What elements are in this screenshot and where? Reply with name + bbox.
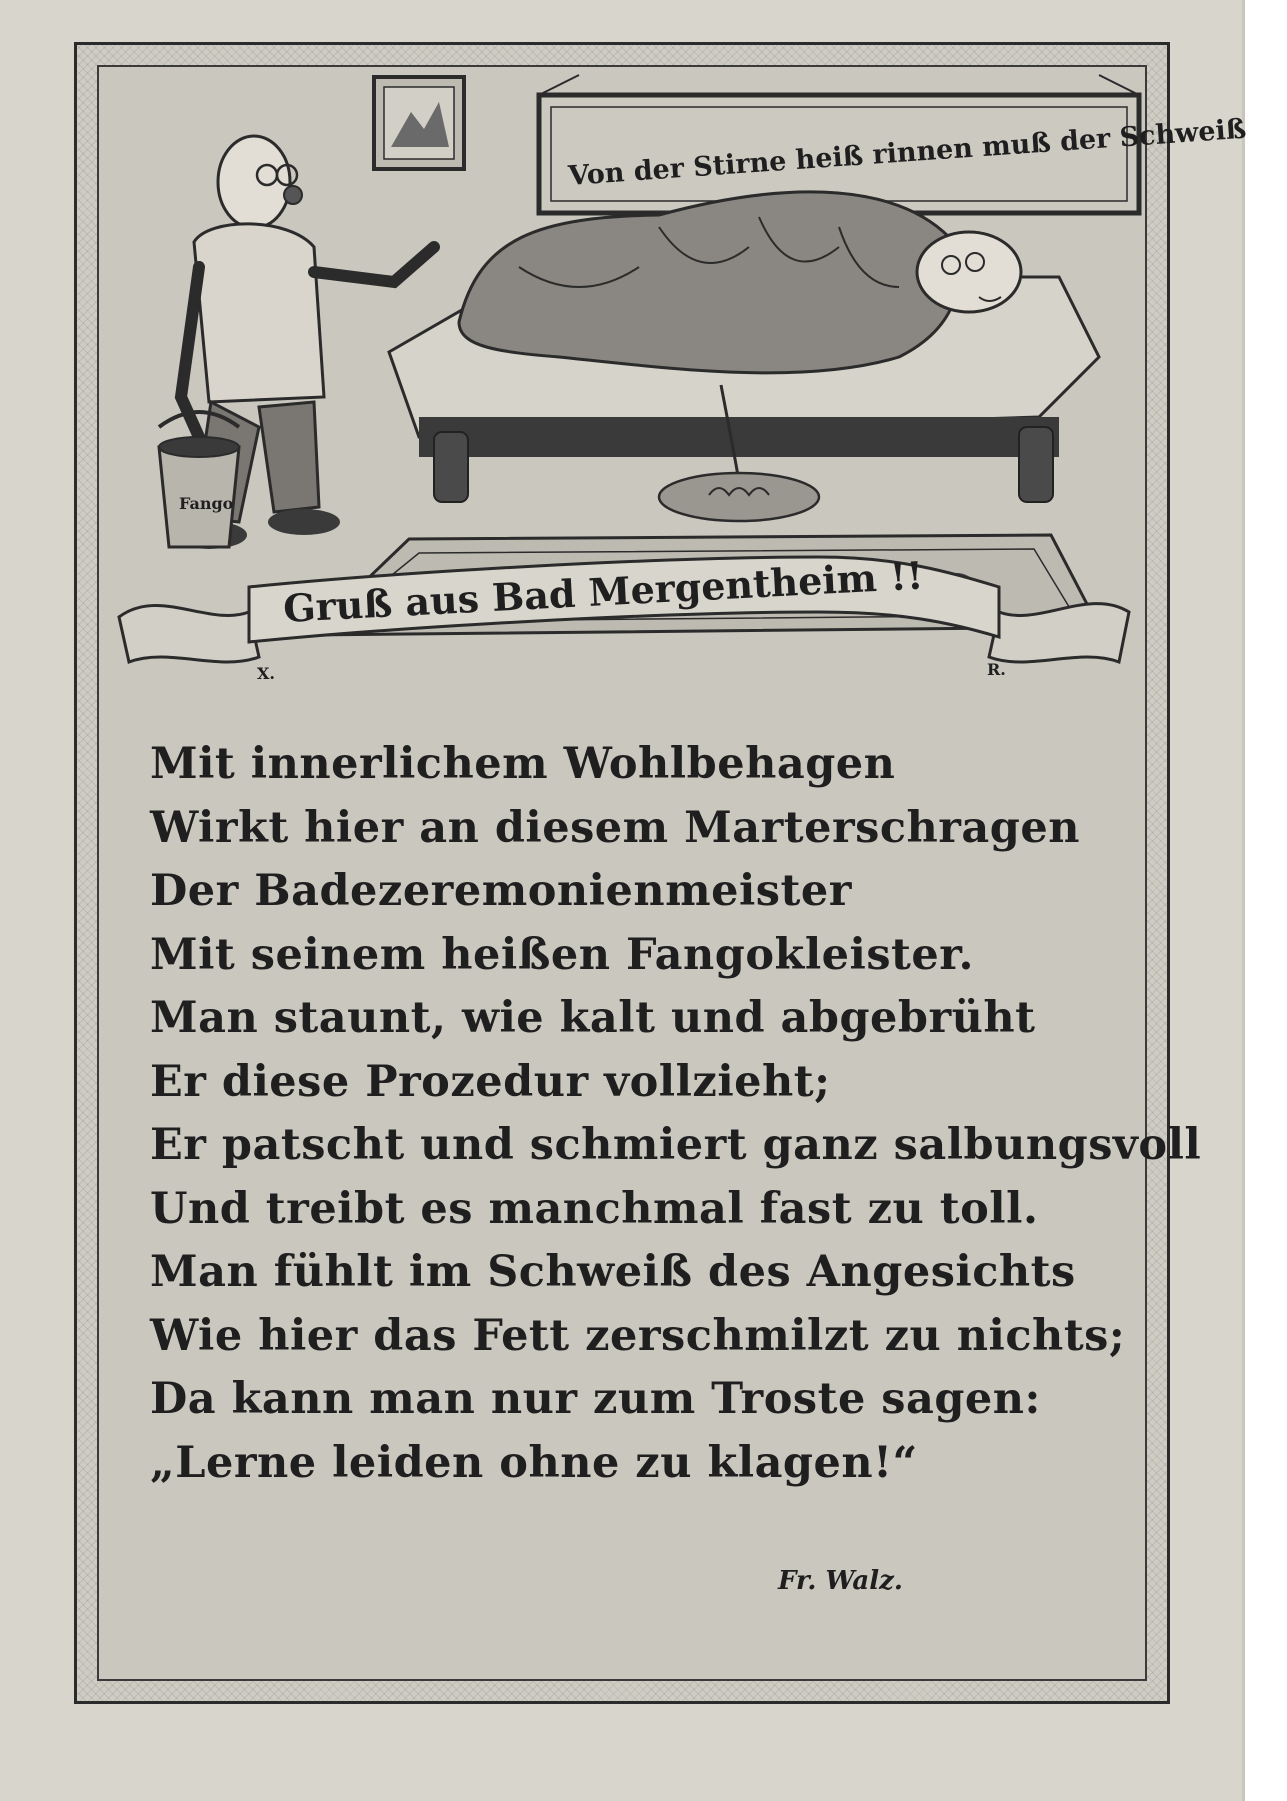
poem-line: Man fühlt im Schweiß des Angesichts — [150, 1247, 1076, 1297]
author-signature: Fr. Walz. — [778, 1566, 903, 1596]
wall-picture — [374, 77, 464, 169]
poem-line: Er patscht und schmiert ganz salbungsvoll — [150, 1120, 1202, 1170]
poem-line: Mit seinem heißen Fangokleister. — [150, 929, 974, 980]
banner-right-mark: R. — [987, 660, 1006, 679]
poem-line: Er diese Prozedur vollzieht; — [150, 1056, 831, 1107]
poem-line: Mit innerlichem Wohlbehagen — [150, 739, 896, 789]
poem-line: Man staunt, wie kalt und abgebrüht — [150, 993, 1036, 1043]
banner-left-mark: X. — [257, 664, 275, 683]
wall-sign — [539, 75, 1247, 213]
bathhouse-scene-drawing — [99, 67, 1248, 767]
sign-text: Von der Stirne heiß rinnen muß der Schweiß — [567, 113, 1248, 192]
poem-line: „Lerne leiden ohne zu klagen!“ — [150, 1437, 918, 1488]
poem — [150, 733, 1202, 1495]
poem-line: Wie hier das Fett zerschmilzt zu nichts; — [150, 1310, 1126, 1361]
banner-text: Gruß aus Bad Mergentheim !! — [282, 552, 925, 631]
illustration — [99, 67, 1248, 767]
bucket-label: Fango — [179, 494, 234, 513]
poem-line: Der Badezeremonienmeister — [150, 866, 852, 916]
poem-line: Wirkt hier an diesem Marterschragen — [150, 802, 1080, 853]
poem-line: Da kann man nur zum Troste sagen: — [150, 1374, 1041, 1424]
poem-line: Und treibt es manchmal fast zu toll. — [150, 1183, 1039, 1234]
